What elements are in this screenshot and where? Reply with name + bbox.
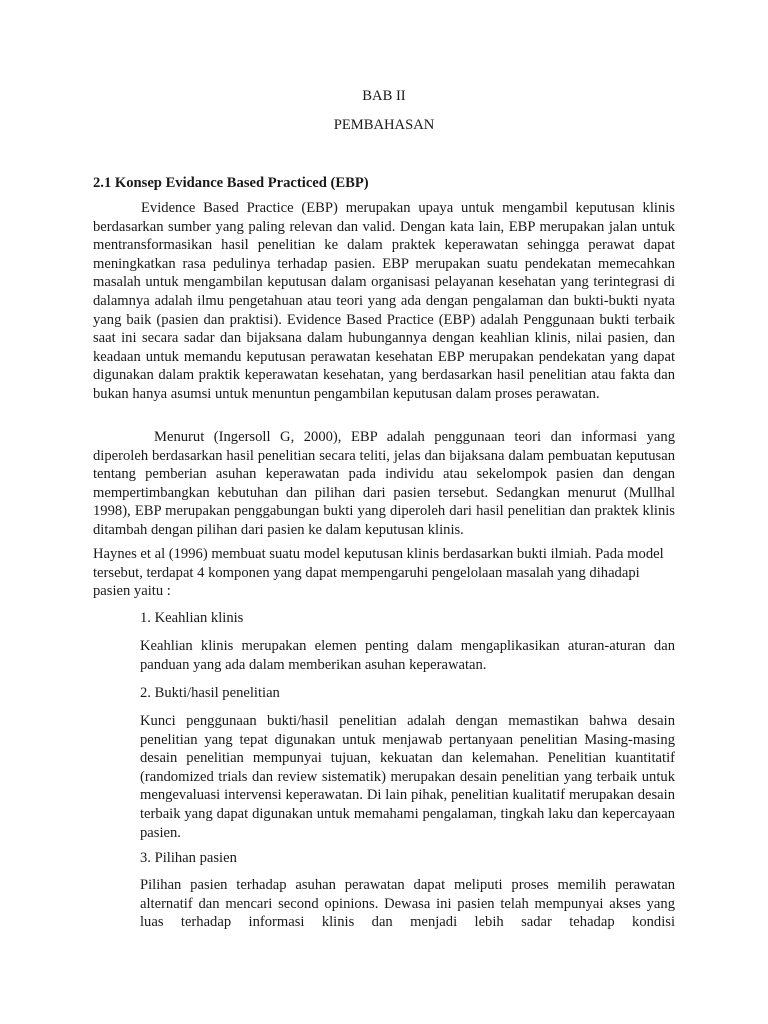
paragraph-ebp-definition: Evidence Based Practice (EBP) merupakan upaya untuk mengambil keputusan klinis berdasarkan sumber yang paling relevan dan valid. Dengan kata lain, EBP merupakan jalan untuk mentransformasikan hasil penelitian ke dalam praktek keperawatan sehingga perawat dapat meningkatkan rasa pedulinya terhadap pasien. EBP merupakan suatu pendekatan memecahkan masalah untuk mengambilan keputusan dalam organisasi pelayanan kesehatan yang terintegrasi di dalamnya adalah ilmu pengetahuan atau teori yang ada dengan pengalaman dan bukti-bukti nyata yang baik (pasien dan praktisi). Evidence Based Practice (EBP) adalah Penggunaan bukti terbaik saat ini secara sadar dan bijaksana dalam hubungannya dengan keahlian klinis, nilai pasien, dan keadaan untuk memandu keputusan perawatan kesehatan EBP merupakan pendekatan yang dapat digunakan dalam praktik keperawatan kesehatan, yang berdasarkan hasil penelitian atau fakta dan bukan hanya asumsi untuk menuntun pengambilan keputusan dalam proses perawatan. bbox=[93, 200, 675, 402]
chapter-heading: BAB II bbox=[362, 88, 406, 104]
component-3-body: Pilihan pasien terhadap asuhan perawatan dapat meliputi proses memilih perawatan alternatif dan mencari second opinions. Dewasa ini pasien telah mempunyai akses yang luas terhadap informasi klinis dan menjadi lebih sadar tehadap kondisi bbox=[140, 877, 675, 931]
paragraph-ingersoll: Menurut (Ingersoll G, 2000), EBP adalah penggunaan teori dan informasi yang diperoleh berdasarkan hasil penelitian secara teliti, jelas dan bijaksana dalam pembuatan keputusan tentang pemberian asuhan keperawatan pada individu atau sekelompok pasien dan dengan mempertimbangkan kebutuhan dan pilihan dari pasien tersebut. Sedangkan menurut (Mullhal 1998), EBP merupakan penggabungan bukti yang diperoleh dari hasil penelitian dan praktek klinis ditambah dengan pilihan dari pasien ke dalam keputusan klinis. bbox=[93, 429, 675, 538]
component-1-body: Keahlian klinis merupakan elemen penting dalam mengaplikasikan aturan-aturan dan panduan yang ada dalam memberikan asuhan keperawatan. bbox=[140, 638, 675, 673]
component-2-body: Kunci penggunaan bukti/hasil penelitian adalah dengan memastikan bahwa desain penelitian yang tepat digunakan untuk menjawab pertanyaan penelitian Masing-masing desain penelitian mempunyai tujuan, kekuatan dan kelemahan. Penelitian kuantitatif (randomized trials dan review sistematik) merupakan desain penelitian yang terbaik untuk mengevaluasi intervensi keperawatan. Di lain pihak, penelitian kualitatif merupakan desain terbaik yang dapat digunakan untuk memahami pengalaman, tingkah laku dan kepercayaan pasien. bbox=[140, 713, 675, 841]
paragraph-haynes: Haynes et al (1996) membuat suatu model keputusan klinis berdasarkan bukti ilmiah. Pada model tersebut, terdapat 4 komponen yang dapat mempengaruhi pengelolaan masalah yang dihadapi pasien yaitu : bbox=[93, 546, 664, 600]
component-1-heading: 1. Keahlian klinis bbox=[140, 610, 244, 626]
component-3-heading: 3. Pilihan pasien bbox=[140, 850, 237, 866]
section-title: PEMBAHASAN bbox=[333, 117, 435, 133]
subsection-heading: 2.1 Konsep Evidance Based Practiced (EBP) bbox=[93, 175, 369, 191]
component-2-heading: 2. Bukti/hasil penelitian bbox=[140, 685, 280, 701]
